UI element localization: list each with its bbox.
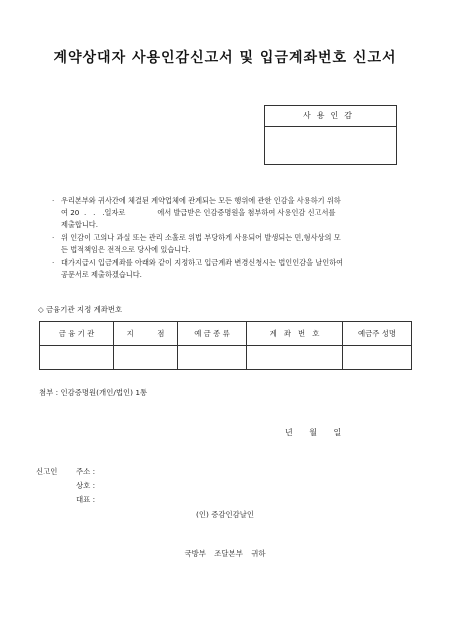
header-account-holder: 예금주 성명 (343, 322, 412, 346)
date-line: 년 월 일 (285, 428, 342, 437)
bullet-dot: · (52, 233, 55, 242)
paragraph-line: 제출합니다. (61, 220, 99, 229)
paragraph-line: 대가지급시 입금계좌를 아래와 같이 지정하고 입금계좌 변경신청시는 법인인감을 날인하여 (61, 258, 344, 267)
document-title: 계약상대자 사용인감신고서 및 입금계좌번호 신고서 (53, 50, 397, 66)
paragraph-line: 우리본부와 귀사간에 체결된 계약업체에 관계되는 모든 행위에 관한 인감을 사용하기 위하 (61, 196, 341, 205)
company-field-label: 상호 : (76, 481, 96, 490)
paragraph-2 (52, 232, 422, 256)
account-number-cell[interactable] (247, 346, 343, 370)
declaration-paragraphs (52, 195, 422, 282)
paragraph-line: 위 인감이 고의나 과실 또는 관리 소홀로 위법 부당하게 사용되어 발생되는 민,형사상의 모 (61, 233, 341, 242)
header-account-number: 계 좌 번 호 (247, 322, 343, 346)
paragraph-line: 공문서로 제출하겠습니다. (61, 270, 142, 279)
header-bank: 금 융 기 관 (40, 322, 114, 346)
bullet-dot: · (52, 258, 55, 267)
account-table-header-row (40, 322, 412, 346)
attachment-note: 첨부 : 인감증명원(개인/법인) 1통 (39, 388, 148, 397)
paragraph-1 (52, 195, 422, 231)
bullet-dot: · (52, 196, 55, 205)
deposit-type-cell[interactable] (178, 346, 247, 370)
bank-cell[interactable] (40, 346, 114, 370)
paragraph-line: 여 20 . . .일자로 에서 발급받은 인감증명원을 첨부하여 사용인감 신고서를 (61, 208, 336, 217)
paragraph-3 (52, 257, 422, 281)
seal-registration-box (264, 105, 397, 165)
addressee: 국방부 조달본부 귀하 (184, 549, 266, 558)
applicant-label: 신고인 (36, 467, 58, 476)
representative-field-label: 대표 : (76, 495, 96, 504)
seal-note: (인) 증감인감날인 (195, 510, 255, 519)
paragraph-line: 든 법적책임은 전적으로 당사에 있습니다. (61, 245, 191, 254)
account-holder-cell[interactable] (343, 346, 412, 370)
address-field-label: 주소 : (76, 467, 96, 476)
branch-cell[interactable] (114, 346, 178, 370)
table-row (40, 346, 412, 370)
header-branch: 지 점 (114, 322, 178, 346)
header-deposit-type: 예 금 종 류 (178, 322, 247, 346)
seal-box-label: 사용인감 (265, 106, 396, 127)
account-table (39, 321, 412, 370)
account-section-label: ◇ 금융기관 지정 계좌번호 (38, 305, 123, 314)
